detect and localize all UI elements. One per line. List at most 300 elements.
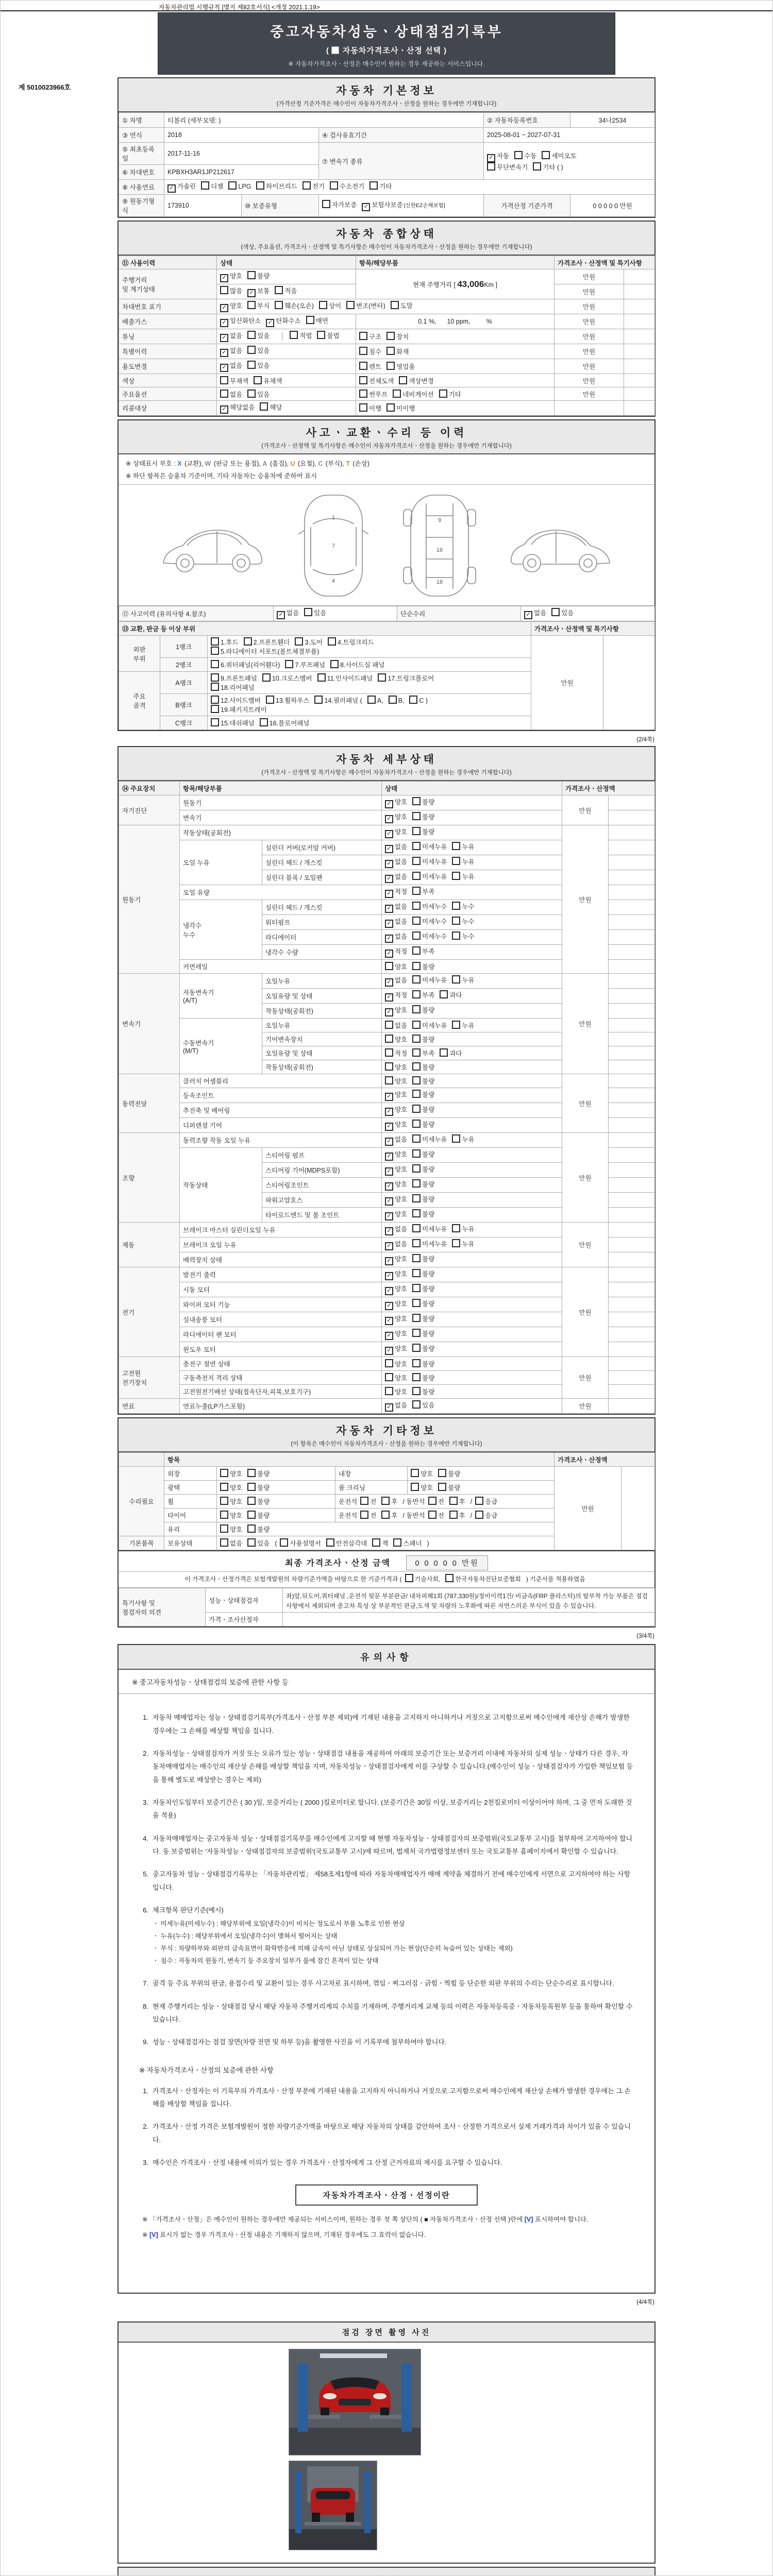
checkbox[interactable]: [220, 1469, 228, 1477]
checkbox[interactable]: [285, 660, 293, 668]
checkbox[interactable]: [290, 331, 298, 339]
checkbox[interactable]: [280, 1538, 288, 1547]
checkbox-label: 불량: [257, 1512, 270, 1519]
checkbox[interactable]: [452, 1239, 460, 1247]
cell: 실린더 헤드 / 개스킷: [262, 900, 382, 915]
checkbox[interactable]: [317, 673, 326, 682]
checkbox-label: 없음: [395, 873, 408, 880]
checkbox[interactable]: [412, 1344, 421, 1352]
cell: [609, 1371, 655, 1385]
checkbox[interactable]: ✓: [385, 830, 393, 838]
checkbox[interactable]: [211, 718, 219, 726]
checkbox[interactable]: ✓: [220, 334, 228, 342]
cell: [609, 840, 655, 855]
checkbox[interactable]: [275, 301, 283, 309]
checkbox[interactable]: [319, 301, 327, 309]
checkbox[interactable]: ✓: [385, 1302, 393, 1310]
checkbox[interactable]: ✓: [220, 274, 228, 282]
checkbox[interactable]: [295, 637, 303, 646]
cell: 튜닝: [119, 329, 217, 344]
car-diagram-underbody: [401, 491, 478, 600]
cell: 오일 누유: [180, 840, 262, 885]
checkbox-label: 양호: [395, 1256, 408, 1263]
checkbox-label: 없음: [395, 1136, 408, 1143]
checkbox[interactable]: [452, 872, 460, 880]
checkbox[interactable]: [412, 1076, 421, 1084]
checkbox[interactable]: [385, 1048, 393, 1057]
checkbox[interactable]: [386, 332, 395, 340]
checkbox[interactable]: ✓: [385, 860, 393, 868]
checkbox[interactable]: [328, 637, 336, 646]
checkbox[interactable]: [412, 1005, 421, 1013]
checkbox[interactable]: [412, 1254, 421, 1262]
cell: [609, 1133, 655, 1148]
cell: 발전기 출력: [180, 1267, 382, 1282]
checkbox-option: [393, 389, 433, 399]
cell: [208, 636, 531, 658]
checkbox[interactable]: [412, 1021, 421, 1029]
checkbox[interactable]: ✓: [385, 1227, 393, 1235]
checkbox[interactable]: [378, 673, 386, 682]
checkbox[interactable]: ✓: [385, 1153, 393, 1161]
checkbox[interactable]: ✓: [247, 289, 256, 297]
checkbox-option: [260, 402, 282, 412]
checkbox-label: 무단변속기: [497, 163, 528, 171]
checkbox[interactable]: [211, 696, 219, 704]
checkbox[interactable]: [412, 902, 421, 910]
checkbox[interactable]: [412, 962, 421, 970]
checkbox[interactable]: [412, 1224, 421, 1232]
checkbox[interactable]: [405, 1574, 413, 1582]
checkbox-option: [412, 946, 434, 956]
checkbox[interactable]: [412, 1134, 421, 1143]
checkbox[interactable]: [542, 151, 550, 159]
checkbox[interactable]: ✓: [385, 920, 393, 928]
checkbox[interactable]: ✓: [385, 1108, 393, 1116]
checkbox[interactable]: [412, 872, 421, 880]
checkbox[interactable]: ✓: [385, 1182, 393, 1191]
photos-title: 점검 장면 촬영 사진: [119, 2323, 654, 2343]
checkbox[interactable]: [304, 608, 312, 616]
checkbox[interactable]: [409, 696, 417, 704]
checkbox[interactable]: [247, 1469, 256, 1477]
checkbox[interactable]: [452, 917, 460, 925]
checkbox-option: [475, 1497, 497, 1506]
checkbox[interactable]: ✓: [487, 154, 495, 162]
checkbox-label: 양호: [230, 1470, 243, 1478]
signature-title: [133, 2573, 640, 2576]
section-overall-condition: [117, 221, 656, 417]
checkbox[interactable]: [412, 1105, 421, 1113]
checkbox[interactable]: [266, 696, 274, 704]
checkbox[interactable]: [220, 1483, 228, 1491]
checkbox[interactable]: [412, 1048, 421, 1057]
checkbox-option: [303, 181, 325, 191]
checkbox[interactable]: ✓: [385, 1272, 393, 1280]
checkbox[interactable]: ✓: [385, 1287, 393, 1295]
checkbox[interactable]: [412, 1062, 421, 1071]
checkbox-option: [381, 1497, 397, 1506]
cell: [382, 1103, 562, 1118]
checkbox[interactable]: [449, 1511, 458, 1519]
checkbox[interactable]: [412, 1329, 421, 1337]
cell: [217, 1467, 335, 1481]
checkbox[interactable]: ✓: [385, 1403, 393, 1412]
checkbox-label: 누수: [462, 933, 475, 940]
table-row: [119, 143, 655, 165]
checkbox[interactable]: [438, 1483, 446, 1491]
notice-item: 6. 체크항목 판단기준(예시) ㆍ 미세누유(미세누수) : 해당부위에 오일(냉각수)이 비치는 정도로서 부품 노후로 인한 현상 ㆍ 누유(누수) : 해당부위에서 오일(냉각수)이 맺혀서 떨어지는 상태 ㆍ 부식 : 차량하부와 외판의 금속표면이 화학반응에 의해 금속이 아닌 상태로 상실되어 가는 현상(단순히 녹슬어 있는 상태는 제외) ㆍ 침수 : 자동차의 원동기, 변속기 등 주요장치 일부가 물에 잠긴 흔적이 있는 상태: [143, 1906, 513, 1964]
checkbox[interactable]: [247, 331, 256, 339]
checkbox[interactable]: [247, 1511, 256, 1519]
cell: A랭크: [160, 672, 208, 694]
checkbox[interactable]: [412, 946, 421, 955]
checkbox[interactable]: [452, 975, 460, 984]
checkbox[interactable]: [211, 660, 219, 668]
checkbox-label: 양호: [395, 1151, 408, 1158]
cell: 스티어링조인트: [262, 1178, 382, 1193]
checkbox[interactable]: [386, 362, 395, 370]
checkbox[interactable]: [330, 660, 339, 668]
checkbox[interactable]: [359, 347, 367, 355]
checkbox-option: [412, 1179, 434, 1189]
checkbox-label: 수동: [524, 152, 537, 160]
cell: [609, 825, 655, 840]
checkbox[interactable]: ✓: [385, 1242, 393, 1250]
checkbox[interactable]: [211, 705, 219, 713]
checkbox-label: 무채색: [230, 377, 249, 385]
checkbox[interactable]: ✓: [385, 1167, 393, 1176]
checkbox-label: 도말: [400, 302, 413, 310]
checkbox[interactable]: ✓: [220, 304, 228, 312]
checkbox[interactable]: [412, 1239, 421, 1247]
checkbox-option: [412, 1120, 434, 1129]
cell: [382, 870, 562, 885]
checkbox[interactable]: [256, 181, 264, 190]
checkbox[interactable]: [220, 1538, 228, 1547]
cell: [382, 1074, 562, 1088]
checkbox-label: 있음: [257, 347, 270, 354]
checkbox[interactable]: [412, 931, 421, 940]
checkbox[interactable]: [211, 673, 219, 682]
table-row: [119, 825, 655, 840]
checkbox[interactable]: [412, 1164, 421, 1173]
checkbox[interactable]: [369, 181, 378, 190]
checkbox[interactable]: [412, 842, 421, 850]
checkbox[interactable]: [412, 1035, 421, 1043]
checkbox-label: 불량: [422, 1315, 435, 1323]
checkbox[interactable]: ✓: [385, 815, 393, 823]
checkbox[interactable]: [359, 332, 367, 340]
table-row: [119, 128, 655, 143]
cell: 2025-08-01 ~ 2027-07-31: [484, 128, 655, 143]
checkbox[interactable]: [445, 1574, 453, 1582]
checkbox-label: B,: [398, 697, 405, 704]
checkbox[interactable]: [314, 696, 323, 704]
checkbox[interactable]: [393, 389, 401, 398]
checkbox[interactable]: [360, 1497, 368, 1505]
checkbox[interactable]: ✓: [385, 1332, 393, 1340]
checkbox[interactable]: [411, 1469, 419, 1477]
checkbox[interactable]: ✓: [385, 1317, 393, 1325]
checkbox[interactable]: [360, 1511, 368, 1519]
checkbox[interactable]: ✓: [385, 905, 393, 913]
checkbox[interactable]: [412, 1400, 421, 1409]
checkbox[interactable]: [303, 181, 311, 190]
checkbox-option: [322, 200, 357, 209]
checkbox[interactable]: ✓: [385, 1093, 393, 1101]
price-survey-option-checkbox[interactable]: [331, 46, 339, 54]
checkbox[interactable]: [428, 1511, 436, 1519]
checkbox[interactable]: ✓: [524, 611, 532, 619]
checkbox[interactable]: [386, 403, 395, 412]
checkbox[interactable]: [359, 376, 367, 384]
cell: [609, 1297, 655, 1312]
checkbox[interactable]: [385, 1035, 393, 1043]
cell: 수동변속기 (M/T): [180, 1019, 262, 1074]
checkbox[interactable]: ✓: [385, 978, 393, 987]
checkbox[interactable]: [201, 181, 209, 190]
checkbox[interactable]: [389, 696, 397, 704]
checkbox[interactable]: [359, 362, 367, 370]
checkbox[interactable]: [449, 1497, 458, 1505]
cell: [319, 195, 484, 217]
checkbox[interactable]: [381, 1497, 390, 1505]
checkbox-label: 적정: [395, 888, 408, 895]
checkbox[interactable]: ✓: [385, 845, 393, 853]
cell: 만원: [562, 795, 609, 825]
checkbox-label: 불량: [422, 1285, 435, 1293]
checkbox[interactable]: [317, 331, 325, 339]
checkbox[interactable]: [412, 1194, 421, 1202]
checkbox[interactable]: [262, 673, 271, 682]
checkbox[interactable]: [385, 1387, 393, 1395]
checkbox[interactable]: [220, 1524, 228, 1533]
checkbox[interactable]: [260, 718, 268, 726]
checkbox-option: [452, 931, 474, 941]
checkbox[interactable]: ✓: [220, 364, 228, 372]
checkbox-label: 있음: [314, 609, 327, 617]
checkbox[interactable]: ✓: [385, 1008, 393, 1016]
cell: 브레이크 마스터 실린더오일 누유: [180, 1223, 382, 1238]
checkbox[interactable]: [412, 990, 421, 998]
checkbox[interactable]: [412, 1373, 421, 1381]
checkbox[interactable]: [452, 931, 460, 940]
checkbox[interactable]: [381, 1511, 390, 1519]
checkbox[interactable]: [412, 827, 421, 835]
checkbox[interactable]: [412, 917, 421, 925]
checkbox[interactable]: [254, 376, 262, 384]
checkbox[interactable]: [247, 1538, 256, 1547]
checkbox[interactable]: [452, 842, 460, 850]
checkbox[interactable]: [411, 1483, 419, 1491]
checkbox[interactable]: [385, 1373, 393, 1381]
checkbox[interactable]: [220, 1497, 228, 1505]
checkbox[interactable]: [247, 1483, 256, 1491]
checkbox-label: 양호: [230, 1512, 243, 1519]
checkbox[interactable]: [322, 200, 330, 208]
checkbox[interactable]: [385, 1359, 393, 1367]
checkbox[interactable]: [247, 271, 256, 279]
checkbox[interactable]: [244, 637, 252, 646]
checkbox[interactable]: [247, 1524, 256, 1533]
checkbox[interactable]: ✓: [385, 1257, 393, 1265]
checkbox[interactable]: [220, 389, 228, 398]
checkbox[interactable]: ✓: [385, 1197, 393, 1206]
checkbox[interactable]: [475, 1511, 483, 1519]
checkbox[interactable]: [412, 857, 421, 865]
checkbox-option: [266, 696, 310, 705]
cell: [554, 401, 624, 416]
checkbox-label: 양호: [395, 1330, 408, 1337]
checkbox[interactable]: [412, 812, 421, 820]
checkbox[interactable]: ✓: [220, 349, 228, 357]
checkbox[interactable]: [412, 1314, 421, 1322]
checkbox[interactable]: [359, 403, 367, 412]
checkbox[interactable]: [228, 181, 237, 190]
checkbox[interactable]: [514, 151, 523, 159]
checkbox[interactable]: [412, 1179, 421, 1188]
checkbox[interactable]: ✓: [167, 184, 176, 193]
checkbox[interactable]: [247, 361, 256, 369]
checkbox-option: [452, 872, 474, 881]
checkbox[interactable]: [439, 389, 447, 398]
checkbox[interactable]: [386, 347, 395, 355]
checkbox[interactable]: [438, 1469, 446, 1477]
checkbox[interactable]: [412, 1090, 421, 1098]
checkbox[interactable]: [412, 887, 421, 895]
t-flag-grid: [119, 606, 655, 621]
checkbox-label: 양호: [395, 799, 408, 806]
cell: [382, 1327, 562, 1342]
checkbox[interactable]: [359, 389, 367, 398]
checkbox[interactable]: ✓: [220, 405, 228, 414]
checkbox[interactable]: [452, 1224, 460, 1232]
checkbox-label: A,: [377, 697, 383, 704]
checkbox[interactable]: [220, 376, 228, 384]
checkbox[interactable]: [412, 1120, 421, 1128]
checkbox-label: 15.대쉬패널: [221, 720, 255, 727]
checkbox[interactable]: [247, 301, 256, 309]
checkbox-option: [247, 361, 270, 370]
checkbox[interactable]: [385, 1062, 393, 1071]
checkbox[interactable]: [260, 402, 268, 411]
checkbox[interactable]: [551, 608, 560, 616]
checkbox[interactable]: ✓: [385, 950, 393, 958]
checkbox[interactable]: [440, 1048, 448, 1057]
checkbox[interactable]: [391, 301, 399, 309]
checkbox[interactable]: ✓: [385, 1138, 393, 1146]
checkbox[interactable]: [412, 975, 421, 984]
checkbox[interactable]: [412, 797, 421, 805]
checkbox[interactable]: ✓: [385, 800, 393, 808]
notice-header: [119, 1645, 654, 1670]
checkbox[interactable]: [385, 962, 393, 970]
checkbox[interactable]: [220, 1511, 228, 1519]
checkbox[interactable]: [326, 1538, 334, 1547]
checkbox[interactable]: [412, 1387, 421, 1395]
checkbox[interactable]: [346, 301, 355, 309]
cell: [609, 1312, 655, 1327]
checkbox-option: [452, 902, 474, 911]
checkbox-option: [385, 842, 407, 853]
checkbox[interactable]: [533, 162, 541, 171]
table-row: [119, 1133, 655, 1148]
svg-text:16: 16: [436, 547, 443, 553]
checkbox-label: 양호: [395, 828, 408, 836]
checkbox[interactable]: ✓: [220, 319, 228, 327]
cell: 커먼레일: [180, 960, 382, 974]
cell: 기어변속장치: [262, 1032, 382, 1046]
checkbox[interactable]: ✓: [277, 611, 285, 619]
checkbox[interactable]: [247, 346, 256, 354]
checkbox-label: 양호: [395, 1315, 408, 1323]
checkbox[interactable]: [475, 1497, 483, 1505]
checkbox[interactable]: ✓: [385, 1123, 393, 1131]
checkbox[interactable]: [367, 696, 376, 704]
checkbox-label: 10.크로스멤버: [272, 675, 312, 682]
checkbox[interactable]: [412, 1149, 421, 1158]
checkbox[interactable]: [487, 162, 495, 171]
checkbox[interactable]: [393, 1538, 401, 1547]
checkbox-option: [438, 1483, 460, 1492]
checkbox[interactable]: [247, 389, 256, 398]
checkbox-option: [412, 1021, 447, 1030]
checkbox[interactable]: [452, 902, 460, 910]
checkbox-option: [277, 608, 299, 619]
checkbox[interactable]: ✓: [385, 993, 393, 1002]
checkbox[interactable]: [399, 376, 407, 384]
checkbox[interactable]: [372, 1538, 380, 1547]
checkbox[interactable]: ✓: [266, 319, 274, 327]
checkbox[interactable]: [440, 990, 448, 998]
checkbox[interactable]: [247, 1497, 256, 1505]
checkbox[interactable]: [275, 286, 283, 294]
checkbox[interactable]: [220, 286, 228, 294]
checkbox[interactable]: [412, 1299, 421, 1307]
checkbox[interactable]: ✓: [385, 1212, 393, 1221]
checkbox[interactable]: [306, 316, 314, 324]
checkbox[interactable]: [428, 1497, 436, 1505]
checkbox[interactable]: ✓: [385, 875, 393, 883]
checkbox[interactable]: [211, 647, 219, 655]
cell: [484, 143, 655, 180]
checkbox-label: 불량: [422, 1064, 435, 1071]
checkbox[interactable]: [452, 1021, 460, 1029]
checkbox[interactable]: [412, 1269, 421, 1277]
checkbox-label: 장치: [396, 333, 409, 341]
checkbox[interactable]: [452, 857, 460, 865]
checkbox[interactable]: [211, 637, 219, 646]
checkbox[interactable]: ✓: [385, 890, 393, 898]
checkbox[interactable]: [211, 683, 219, 691]
checkbox[interactable]: [330, 181, 338, 190]
checkbox[interactable]: [412, 1284, 421, 1292]
checkbox[interactable]: [412, 1209, 421, 1217]
checkbox[interactable]: [385, 1021, 393, 1029]
checkbox[interactable]: ✓: [362, 203, 370, 211]
checkbox[interactable]: [385, 1076, 393, 1084]
checkbox[interactable]: [452, 1134, 460, 1143]
cell: 고전원전기배선 상태(접속단자,피복,보호기구): [180, 1385, 382, 1399]
checkbox-option: [524, 608, 546, 619]
checkbox[interactable]: [412, 1359, 421, 1367]
checkbox[interactable]: ✓: [385, 935, 393, 943]
checkbox[interactable]: ✓: [385, 1347, 393, 1355]
cell: [624, 359, 655, 374]
checkbox-label: 기타 ( ): [543, 163, 563, 171]
checkbox-option: [385, 1254, 407, 1265]
